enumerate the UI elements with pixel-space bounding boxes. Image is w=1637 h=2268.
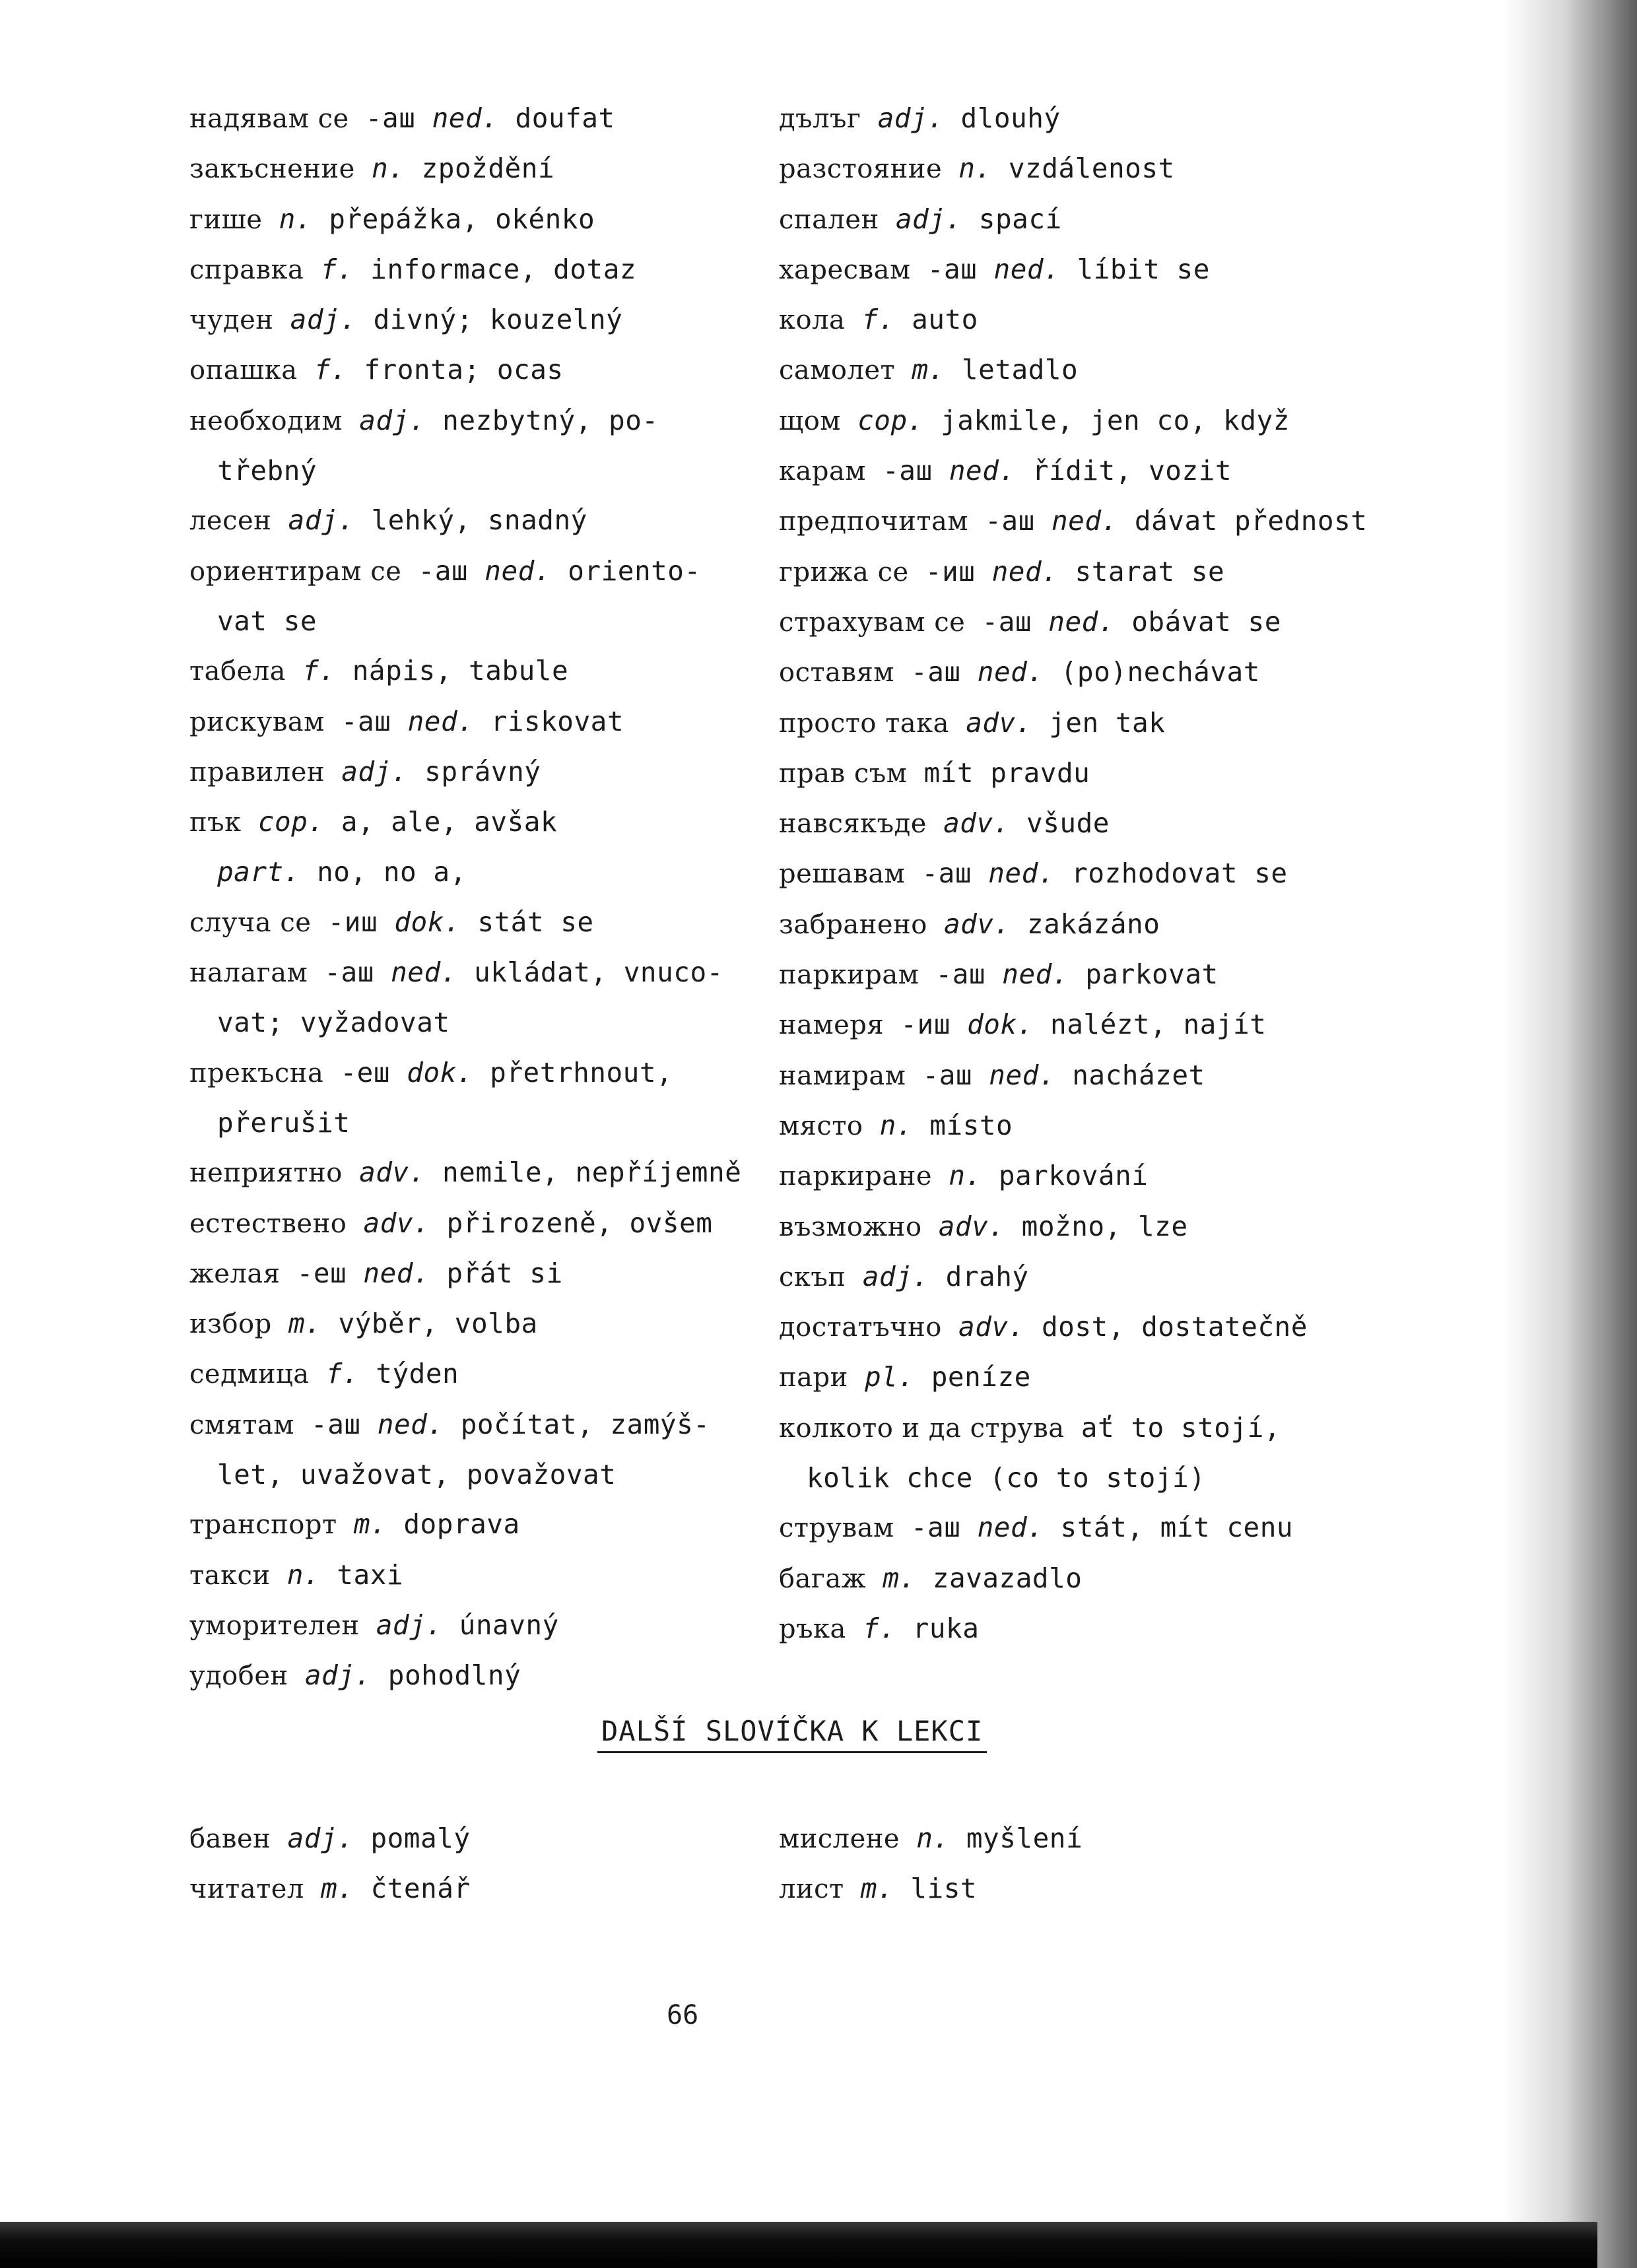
entry-word: паркирам xyxy=(779,960,919,991)
dictionary-entry xyxy=(779,547,1446,597)
entry-word: ръка xyxy=(779,1613,846,1644)
dictionary-entry xyxy=(189,144,803,194)
entry-ending: -аш xyxy=(906,1059,973,1091)
entry-word: неприятно xyxy=(189,1158,343,1189)
dictionary-entry xyxy=(189,345,803,395)
entry-meaning: zpoždění xyxy=(421,152,555,185)
dictionary-entry xyxy=(189,1814,471,1864)
entry-word: смятам xyxy=(189,1409,294,1440)
entry-meaning: výběr, volba xyxy=(338,1308,538,1340)
entry-meaning: místo xyxy=(929,1109,1013,1141)
part-of-speech: m. xyxy=(320,1873,354,1905)
entry-word: разстояние xyxy=(779,154,943,185)
entry-word: място xyxy=(779,1110,863,1141)
dictionary-entry xyxy=(779,496,1446,547)
dictionary-entry xyxy=(189,797,803,848)
part-of-speech: adv. xyxy=(958,1311,1025,1343)
entry-word: забранено xyxy=(779,909,927,940)
dictionary-entry xyxy=(779,597,1446,648)
entry-word: самолет xyxy=(779,355,896,386)
part-of-speech: cop. xyxy=(257,806,325,838)
part-of-speech: ned. xyxy=(1048,605,1116,638)
part-of-speech: adv. xyxy=(359,1156,426,1189)
entry-continuation xyxy=(189,848,803,897)
dictionary-entry xyxy=(779,950,1446,1000)
entry-meaning: líbit se xyxy=(1077,253,1210,285)
dictionary-entry xyxy=(779,799,1446,849)
entry-word: колкото и да струва xyxy=(779,1413,1065,1444)
dictionary-entry xyxy=(779,295,1446,345)
part-of-speech: ned. xyxy=(391,956,457,989)
entry-word: прав съм xyxy=(779,758,908,789)
entry-word: скъп xyxy=(779,1261,846,1292)
dictionary-entry xyxy=(189,1048,803,1098)
entry-meaning: týden xyxy=(376,1358,459,1390)
entry-word: правилен xyxy=(189,756,325,787)
entry-meaning: ukládat, vnuco- xyxy=(474,956,723,989)
entry-word: кола xyxy=(779,305,846,336)
entry-meaning: nacházet xyxy=(1072,1059,1205,1091)
dictionary-entry xyxy=(189,1601,803,1651)
entry-continuation xyxy=(779,1453,1446,1503)
entry-meaning: stát, mít cenu xyxy=(1060,1512,1294,1544)
entry-meaning: přirozeně, ovšem xyxy=(446,1207,713,1239)
entry-word: решавам xyxy=(779,859,906,890)
entry-meaning: zakázáno xyxy=(1026,908,1160,940)
part-of-speech: ned. xyxy=(407,705,475,737)
entry-word: грижа се xyxy=(779,556,909,587)
entry-word: намеря xyxy=(779,1010,885,1041)
entry-ending: -иш xyxy=(311,906,378,938)
part-of-speech: m. xyxy=(353,1508,387,1541)
entry-word: читател xyxy=(189,1874,304,1905)
part-of-speech: f. xyxy=(861,304,895,336)
entry-meaning: přepážka, okénko xyxy=(329,203,595,235)
entry-continuation xyxy=(189,597,803,646)
section-title: DALŠÍ SLOVÍČKA K LEKCI xyxy=(597,1715,987,1753)
entry-meaning: vzdálenost xyxy=(1008,152,1175,185)
entry-meaning: parkovat xyxy=(1085,958,1219,991)
left-column xyxy=(189,94,803,1702)
entry-word: лист xyxy=(779,1874,844,1905)
part-of-speech: cop. xyxy=(857,404,924,436)
part-of-speech: ned. xyxy=(991,555,1059,587)
entry-word: желая xyxy=(189,1258,281,1289)
part-of-speech: adj. xyxy=(359,404,426,436)
entry-meaning: a, ale, avšak xyxy=(341,806,558,838)
entry-meaning: jakmile, jen co, když xyxy=(941,404,1290,436)
entry-word: уморителен xyxy=(189,1610,360,1641)
entry-ending: -аш xyxy=(894,656,961,688)
entry-meaning: lehký, snadný xyxy=(371,504,587,537)
entry-meaning: let, uvažovat, považovat xyxy=(217,1459,617,1491)
entry-word: надявам се xyxy=(189,104,349,134)
entry-word: навсякъде xyxy=(779,809,927,840)
dictionary-entry xyxy=(189,94,803,144)
dictionary-entry xyxy=(779,1252,1446,1302)
entry-meaning: únavný xyxy=(459,1609,559,1641)
entry-meaning: nalézt, najít xyxy=(1050,1009,1267,1041)
entry-word: лесен xyxy=(189,506,272,537)
part-of-speech: f. xyxy=(863,1612,896,1644)
entry-ending: -аш xyxy=(910,253,978,285)
entry-word: страхувам се xyxy=(779,607,966,638)
entry-continuation xyxy=(189,1098,803,1148)
entry-meaning: čtenář xyxy=(370,1873,471,1905)
dictionary-entry xyxy=(189,948,803,998)
part-of-speech: adv. xyxy=(943,807,1010,840)
part-of-speech: part. xyxy=(217,856,300,888)
part-of-speech: ned. xyxy=(949,455,1016,487)
entry-meaning: kolik chce (co to stojí) xyxy=(807,1462,1206,1494)
entry-word: ориентирам се xyxy=(189,556,402,587)
part-of-speech: adv. xyxy=(363,1207,430,1239)
part-of-speech: ned. xyxy=(432,102,499,134)
entry-meaning: taxi xyxy=(337,1558,404,1591)
part-of-speech: ned. xyxy=(989,1059,1056,1091)
part-of-speech: adj. xyxy=(304,1659,372,1692)
entry-meaning: zavazadlo xyxy=(932,1562,1083,1594)
entry-word: щом xyxy=(779,405,841,436)
dictionary-entry xyxy=(189,547,803,597)
entry-meaning: možno, lze xyxy=(1021,1210,1188,1242)
entry-meaning: pohodlný xyxy=(387,1659,521,1692)
dictionary-entry xyxy=(779,1814,1083,1864)
entry-ending: -аш xyxy=(349,102,416,134)
entry-meaning: nemile, nepříjemně xyxy=(442,1156,742,1189)
part-of-speech: f. xyxy=(320,253,354,285)
entry-word: струвам xyxy=(779,1513,894,1544)
dictionary-entry xyxy=(779,1151,1446,1201)
dictionary-entry xyxy=(779,1202,1446,1252)
part-of-speech: ned. xyxy=(1051,505,1118,537)
part-of-speech: adj. xyxy=(895,203,962,235)
entry-word: достатъчно xyxy=(779,1312,942,1343)
entry-word: мислене xyxy=(779,1824,900,1854)
part-of-speech: ned. xyxy=(977,1512,1044,1544)
dictionary-entry xyxy=(189,1148,803,1198)
entry-meaning: oriento- xyxy=(568,554,701,587)
part-of-speech: adj. xyxy=(877,102,945,134)
entry-ending: -иш xyxy=(884,1009,951,1041)
dictionary-entry xyxy=(189,697,803,747)
entry-word: паркиране xyxy=(779,1161,933,1192)
extra-left-column xyxy=(189,1814,471,1915)
entry-meaning: mít pravdu xyxy=(923,756,1090,789)
entry-meaning: nezbytný, po- xyxy=(442,404,659,436)
entry-meaning: spací xyxy=(978,203,1062,235)
entry-ending: -аш xyxy=(894,1512,961,1544)
entry-meaning: řídit, vozit xyxy=(1032,455,1232,487)
entry-ending: -иш xyxy=(908,555,976,587)
entry-word: табела xyxy=(189,656,286,687)
entry-word: спален xyxy=(779,204,879,235)
entry-meaning: rozhodovat se xyxy=(1071,857,1288,890)
right-column xyxy=(779,94,1446,1654)
entry-meaning: starat se xyxy=(1075,555,1225,587)
entry-word: необходим xyxy=(189,405,343,436)
dictionary-entry xyxy=(779,1000,1446,1050)
entry-ending: -аш xyxy=(294,1408,361,1440)
dictionary-entry xyxy=(779,1352,1446,1403)
entry-meaning: stát se xyxy=(477,906,594,938)
entry-meaning: dlouhý xyxy=(960,102,1061,134)
part-of-speech: n. xyxy=(958,152,992,185)
entry-meaning: správný xyxy=(424,755,541,787)
entry-meaning: list xyxy=(910,1873,978,1905)
entry-meaning: drahý xyxy=(945,1260,1029,1292)
dictionary-entry xyxy=(189,295,803,345)
page-number: 66 xyxy=(667,2000,699,2030)
dictionary-entry xyxy=(779,698,1446,749)
entry-meaning: vat; vyžadovat xyxy=(217,1007,450,1039)
entry-word: закъснение xyxy=(189,154,355,185)
part-of-speech: f. xyxy=(302,655,336,687)
entry-word: харесвам xyxy=(779,254,911,285)
entry-word: възможно xyxy=(779,1211,922,1242)
dictionary-entry xyxy=(779,900,1446,950)
entry-word: бавен xyxy=(189,1824,271,1854)
entry-meaning: peníze xyxy=(931,1361,1031,1393)
part-of-speech: adj. xyxy=(290,304,357,336)
dictionary-entry xyxy=(189,195,803,245)
dictionary-entry xyxy=(189,1249,803,1299)
part-of-speech: adv. xyxy=(966,706,1032,739)
entry-meaning: fronta; ocas xyxy=(364,354,564,386)
dictionary-entry xyxy=(779,1554,1446,1604)
entry-word: багаж xyxy=(779,1563,867,1594)
part-of-speech: f. xyxy=(325,1358,360,1390)
dictionary-entry xyxy=(189,1551,803,1601)
dictionary-entry xyxy=(779,1101,1446,1151)
part-of-speech: m. xyxy=(860,1873,894,1905)
part-of-speech: adj. xyxy=(376,1609,443,1641)
entry-meaning: parkování xyxy=(998,1160,1149,1192)
dictionary-entry xyxy=(779,1403,1446,1453)
dictionary-entry xyxy=(189,1651,803,1701)
dictionary-entry xyxy=(189,646,803,696)
entry-continuation xyxy=(189,1450,803,1500)
part-of-speech: ned. xyxy=(363,1257,430,1289)
part-of-speech: ned. xyxy=(977,656,1044,688)
dictionary-entry xyxy=(779,1864,1083,1914)
entry-word: рискувам xyxy=(189,706,325,737)
entry-word: такси xyxy=(189,1560,271,1591)
scan-edge-shadow xyxy=(1505,0,1637,2268)
entry-word: просто така xyxy=(779,708,949,739)
part-of-speech: dok. xyxy=(967,1009,1034,1041)
entry-word: предпочитам xyxy=(779,506,969,537)
entry-meaning: (po)nechávat xyxy=(1060,656,1260,688)
dictionary-entry xyxy=(779,396,1446,446)
part-of-speech: n. xyxy=(949,1160,982,1192)
entry-word: гише xyxy=(189,204,263,235)
entry-meaning: divný; kouzelný xyxy=(373,304,623,336)
dictionary-entry xyxy=(779,245,1446,295)
entry-word: опашка xyxy=(189,355,298,386)
part-of-speech: n. xyxy=(372,152,405,185)
entry-word: дълъг xyxy=(779,104,861,134)
entry-ending: -аш xyxy=(919,958,986,991)
entry-word: удобен xyxy=(189,1661,288,1692)
entry-word: пари xyxy=(779,1362,848,1393)
dictionary-entry xyxy=(189,898,803,948)
dictionary-entry xyxy=(779,1051,1446,1101)
entry-word: прекъсна xyxy=(189,1057,324,1088)
part-of-speech: adj. xyxy=(287,1822,354,1854)
entry-continuation xyxy=(189,998,803,1048)
dictionary-entry xyxy=(779,1604,1446,1654)
part-of-speech: ned. xyxy=(988,857,1055,890)
dictionary-entry xyxy=(779,1302,1446,1352)
entry-word: намирам xyxy=(779,1060,906,1091)
part-of-speech: f. xyxy=(314,354,348,386)
entry-meaning: dost, dostatečně xyxy=(1041,1311,1308,1343)
dictionary-entry xyxy=(779,446,1446,496)
dictionary-entry xyxy=(779,195,1446,245)
dictionary-entry xyxy=(189,1199,803,1249)
entry-meaning: přerušit xyxy=(217,1106,351,1139)
dictionary-entry xyxy=(779,648,1446,698)
part-of-speech: pl. xyxy=(864,1361,915,1393)
entry-word: транспорт xyxy=(189,1510,337,1541)
entry-meaning: nápis, tabule xyxy=(352,655,569,687)
entry-meaning: přát si xyxy=(446,1257,563,1289)
entry-ending: -аш xyxy=(968,505,1035,537)
dictionary-entry xyxy=(189,1349,803,1399)
entry-meaning: obávat se xyxy=(1131,605,1281,638)
entry-word: карам xyxy=(779,456,866,487)
part-of-speech: adj. xyxy=(288,504,355,537)
entry-word: избор xyxy=(189,1309,272,1340)
part-of-speech: n. xyxy=(879,1109,914,1141)
dictionary-entry xyxy=(779,345,1446,395)
entry-meaning: doufat xyxy=(515,102,615,134)
dictionary-entry xyxy=(189,1299,803,1349)
dictionary-entry xyxy=(189,496,803,546)
entry-word: случа се xyxy=(189,907,312,938)
part-of-speech: n. xyxy=(279,203,313,235)
dictionary-entry xyxy=(189,1864,471,1914)
extra-right-column xyxy=(779,1814,1083,1915)
dictionary-entry xyxy=(189,1400,803,1450)
entry-ending: -еш xyxy=(323,1056,391,1088)
part-of-speech: m. xyxy=(883,1562,916,1594)
entry-meaning: přetrhnout, xyxy=(490,1056,673,1088)
entry-meaning: jen tak xyxy=(1049,706,1166,739)
entry-ending: -аш xyxy=(905,857,972,890)
entry-ending: -аш xyxy=(965,605,1032,638)
entry-meaning: informace, dotaz xyxy=(370,253,637,285)
entry-meaning: myšlení xyxy=(966,1822,1083,1854)
dictionary-entry xyxy=(779,1503,1446,1553)
entry-meaning: auto xyxy=(912,304,978,336)
part-of-speech: n. xyxy=(916,1822,950,1854)
part-of-speech: dok. xyxy=(407,1056,473,1088)
dictionary-entry xyxy=(189,747,803,797)
part-of-speech: dok. xyxy=(394,906,461,938)
dictionary-entry xyxy=(779,94,1446,144)
part-of-speech: adv. xyxy=(943,908,1011,940)
entry-word: оставям xyxy=(779,657,894,688)
dictionary-entry xyxy=(779,749,1446,799)
entry-meaning: letadlo xyxy=(961,354,1079,386)
entry-word: справка xyxy=(189,254,304,285)
part-of-speech: n. xyxy=(286,1558,321,1591)
scan-bottom-bar xyxy=(0,2222,1597,2268)
entry-ending: -аш xyxy=(324,705,391,737)
entry-continuation xyxy=(189,446,803,496)
part-of-speech: adj. xyxy=(341,755,408,787)
part-of-speech: m. xyxy=(288,1308,322,1340)
dictionary-entry xyxy=(189,396,803,446)
entry-meaning: doprava xyxy=(403,1508,520,1541)
dictionary-entry xyxy=(189,245,803,295)
entry-meaning: vat se xyxy=(217,605,317,637)
entry-meaning: riskovat xyxy=(490,705,624,737)
entry-meaning: pomalý xyxy=(370,1822,471,1854)
dictionary-entry xyxy=(189,1500,803,1550)
part-of-speech: m. xyxy=(912,354,945,386)
entry-meaning: no, no a, xyxy=(317,856,467,888)
dictionary-entry xyxy=(779,849,1446,899)
part-of-speech: ned. xyxy=(484,554,552,587)
entry-word: налагам xyxy=(189,958,308,989)
part-of-speech: ned. xyxy=(377,1408,444,1440)
entry-meaning: dávat přednost xyxy=(1134,505,1368,537)
part-of-speech: adj. xyxy=(862,1260,929,1292)
entry-ending: -аш xyxy=(401,554,469,587)
entry-ending: -еш xyxy=(280,1257,347,1289)
entry-meaning: třebný xyxy=(217,455,317,487)
part-of-speech: ned. xyxy=(1002,958,1069,991)
entry-meaning: všude xyxy=(1026,807,1110,840)
entry-word: пък xyxy=(189,807,242,838)
entry-ending: -аш xyxy=(308,956,374,989)
entry-meaning: ať to stojí, xyxy=(1081,1411,1281,1444)
entry-meaning: ruka xyxy=(912,1612,980,1644)
entry-ending: -аш xyxy=(865,455,933,487)
entry-word: естествено xyxy=(189,1208,347,1239)
dictionary-entry xyxy=(779,144,1446,194)
entry-meaning: počítat, zamýš- xyxy=(460,1408,710,1440)
part-of-speech: ned. xyxy=(993,253,1061,285)
entry-word: седмица xyxy=(189,1359,310,1390)
part-of-speech: adv. xyxy=(938,1210,1005,1242)
entry-word: чуден xyxy=(189,305,274,336)
